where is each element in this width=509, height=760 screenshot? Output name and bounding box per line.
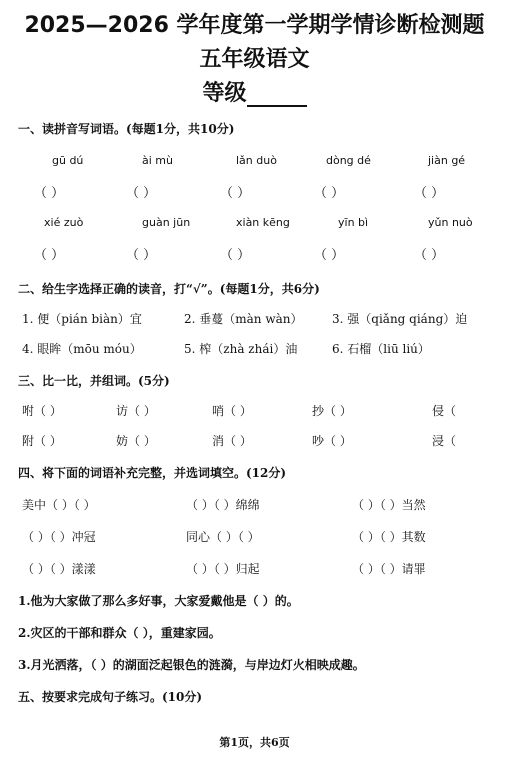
page-number: 第1页，共6页: [219, 736, 290, 749]
pronunciation-item[interactable]: 6. 石榴（liū liú）: [332, 342, 430, 356]
pronunciation-item[interactable]: 4. 眼眸（mōu móu）: [22, 342, 142, 356]
idiom-blank[interactable]: （ ）（ ）绵绵: [186, 498, 260, 512]
section3-heading: 三、比一比，并组词。(5分): [18, 374, 170, 388]
fill-sentence-2[interactable]: 2.灾区的干部和群众（ ），重建家园。: [18, 626, 221, 640]
pronunciation-item[interactable]: 2. 垂蔓（màn wàn）: [184, 312, 303, 326]
compare-word[interactable]: 消（ ）: [212, 434, 252, 448]
answer-blank[interactable]: （ ）: [414, 186, 445, 201]
grade-field: [0, 76, 509, 107]
answer-blank[interactable]: （ ）: [126, 186, 157, 201]
grade-blank: [247, 87, 307, 107]
idiom-blank[interactable]: （ ）（ ）其数: [352, 530, 426, 544]
compare-word[interactable]: 访（ ）: [116, 404, 156, 418]
compare-word[interactable]: 哨（ ）: [212, 404, 252, 418]
compare-word[interactable]: 吵（ ）: [312, 434, 352, 448]
answer-blank[interactable]: （ ）: [34, 248, 65, 263]
pinyin: guàn jūn: [142, 216, 191, 229]
pinyin: lǎn duò: [236, 154, 277, 167]
answer-blank[interactable]: （ ）: [314, 186, 345, 201]
pinyin: jiàn gé: [428, 154, 466, 167]
idiom-blank[interactable]: （ ）（ ）当然: [352, 498, 426, 512]
exam-title: 2025—2026 学年度第一学期学情诊断检测题: [24, 13, 485, 38]
compare-word[interactable]: 侵（: [432, 404, 457, 418]
section1-heading: 一、读拼音写词语。(每题1分，共10分): [18, 122, 235, 136]
exam-subtitle: 五年级语文: [199, 47, 310, 72]
pronunciation-item[interactable]: 5. 榨（zhà zhái）油: [184, 342, 298, 356]
compare-word[interactable]: 妨（ ）: [116, 434, 156, 448]
compare-word[interactable]: 抄（ ）: [312, 404, 352, 418]
answer-blank[interactable]: （ ）: [220, 186, 251, 201]
fill-sentence-3[interactable]: 3.月光洒落，（ ）的湖面泛起银色的涟漪，与岸边灯火相映成趣。: [18, 658, 365, 672]
pinyin: xiàn kēng: [236, 216, 290, 229]
fill-sentence-1[interactable]: 1.他为大家做了那么多好事，大家爱戴他是（ ）的。: [18, 594, 299, 608]
answer-blank[interactable]: （ ）: [414, 248, 445, 263]
pinyin: xié zuò: [44, 216, 84, 229]
idiom-blank[interactable]: （ ）（ ）归起: [186, 562, 260, 576]
pinyin: ài mù: [142, 154, 173, 167]
section2-heading: 二、给生字选择正确的读音，打“√”。(每题1分，共6分): [18, 282, 320, 296]
pinyin: yǔn nuò: [428, 216, 473, 229]
answer-blank[interactable]: （ ）: [126, 248, 157, 263]
answer-blank[interactable]: （ ）: [220, 248, 251, 263]
idiom-blank[interactable]: （ ）（ ）请罪: [352, 562, 426, 576]
idiom-blank[interactable]: （ ）（ ）漾漾: [22, 562, 96, 576]
section4-heading: 四、将下面的词语补充完整，并选词填空。(12分): [18, 466, 287, 480]
pinyin: dòng dé: [326, 154, 371, 167]
idiom-blank[interactable]: （ ）（ ）冲冠: [22, 530, 96, 544]
idiom-blank[interactable]: 美中（ ）（ ）: [22, 498, 96, 512]
grade-label: 等级: [202, 81, 247, 106]
idiom-blank[interactable]: 同心（ ）（ ）: [186, 530, 260, 544]
section5-heading: 五、按要求完成句子练习。(10分): [18, 690, 203, 704]
pinyin: gū dú: [52, 154, 84, 167]
compare-word[interactable]: 咐（ ）: [22, 404, 62, 418]
answer-blank[interactable]: （ ）: [314, 248, 345, 263]
pronunciation-item[interactable]: 3. 强（qiǎng qiáng）迫: [332, 312, 468, 326]
pronunciation-item[interactable]: 1. 便（pián biàn）宜: [22, 312, 142, 326]
compare-word[interactable]: 附（ ）: [22, 434, 62, 448]
pinyin: yīn bì: [338, 216, 369, 229]
compare-word[interactable]: 浸（: [432, 434, 457, 448]
answer-blank[interactable]: （ ）: [34, 186, 65, 201]
